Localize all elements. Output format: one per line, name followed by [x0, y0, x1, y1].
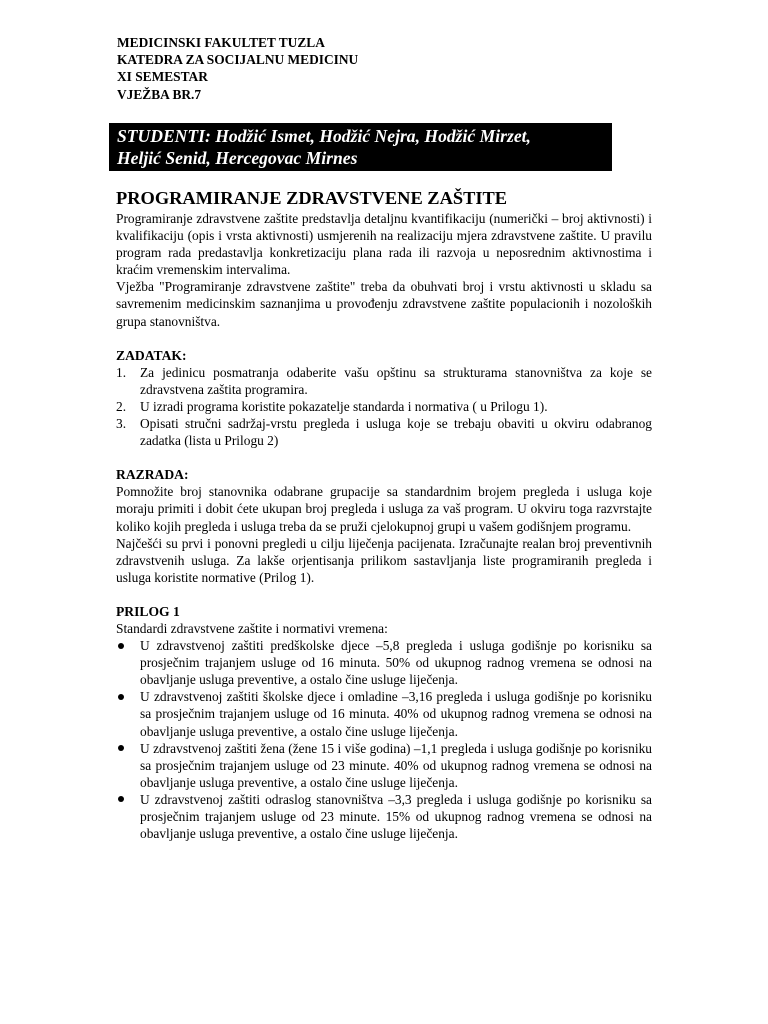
bullet-icon [118, 796, 124, 802]
list-item-text: Opisati stručni sadržaj-vrstu pregleda i usluga koje se trebaju obaviti u okviru odabranog zadatka (lista u Prilogu 2) [140, 416, 652, 449]
prilog1-list [116, 637, 652, 842]
zadatak-list [116, 364, 652, 449]
list-number: 2. [116, 398, 127, 414]
list-item [116, 740, 652, 791]
bullet-icon [118, 694, 124, 700]
bullet-icon [118, 745, 124, 751]
list-item-text: U zdravstvenoj zaštiti predškolske djece –5,8 pregleda i usluga godišnje po korisniku sa prosječnim trajanjem usluge od 16 minuta. 50% od ukupnog radnog vremena se odnosi na obavljanje usluga preventive, a ostalo čine usluge liječenja. [140, 638, 652, 688]
list-number: 3. [116, 416, 127, 432]
list-item [116, 415, 652, 449]
document-header [117, 34, 637, 103]
zadatak-heading: ZADATAK: [116, 347, 187, 363]
exercise-number: VJEŽBA BR.7 [117, 86, 202, 102]
students-line-2: Heljić Senid, Hercegovac Mirnes [117, 148, 358, 168]
students-banner [109, 123, 612, 171]
list-item [116, 364, 652, 398]
faculty-name: MEDICINSKI FAKULTET TUZLA [117, 35, 325, 50]
razrada-heading: RAZRADA: [116, 467, 189, 483]
razrada-paragraph: Najčešći su prvi i ponovni pregledi u cilju liječenja pacijenata. Izračunajte realan broj preventivnih zdravstvenih usluga. Za lakše orjentisanja prilikom sastavljanja liste programiranih pregleda i usluga koristite normative (Prilog 1). [116, 535, 652, 585]
list-item-text: U izradi programa koristite pokazatelje standarda i normativa ( u Prilogu 1). [140, 398, 548, 414]
list-item-text: Za jedinicu posmatranja odaberite vašu opštinu sa strukturama stanovništva za koje se zdravstvena zaštita programira. [140, 364, 652, 397]
list-number: 1. [116, 364, 127, 380]
list-item-text: U zdravstvenoj zaštiti odraslog stanovništva –3,3 pregleda i usluga godišnje po korisniku sa prosječnim trajanjem usluge od 23 minute. 15% od ukupnog radnog vremena se odnosi na obavljanje usluga preventive, a ostalo čine usluge liječenja. [140, 791, 652, 842]
list-item [116, 398, 652, 415]
document-body [116, 187, 652, 842]
bullet-icon [118, 643, 124, 649]
list-item-text: U zdravstvenoj zaštiti školske djece i omladine –3,16 pregleda i usluga godišnje po korisniku sa prosječnim trajanjem usluge od 16 minuta. 40% od ukupnog radnog vremena se odnosi na obavljanje usluga preventive, a ostalo čine usluge liječenja. [140, 689, 652, 739]
students-line-1: STUDENTI: Hodžić Ismet, Hodžić Nejra, Hodžić Mirzet, [117, 126, 531, 146]
intro-paragraph: Vježba "Programiranje zdravstvene zaštite" treba da obuhvati broj i vrstu aktivnosti u skladu sa savremenim medicinskim saznanjima u provođenju zdravstvene zaštite populacionih i nozoloških grupa stanovništva. [116, 279, 652, 329]
razrada-paragraph: Pomnožite broj stanovnika odabrane grupacije sa standardnim brojem pregleda i usluga koje moraju primiti i dobit ćete ukupan broj pregleda i usluga za vaš program. U okviru toga razvrstajte koliko kojih pregleda i usluga treba da se pruži cjelokupnoj grupi u vašem godišnjem programu. [116, 484, 652, 534]
list-item [116, 688, 652, 739]
list-item-text: U zdravstvenoj zaštiti žena (žene 15 i više godina) –1,1 pregleda i usluga godišnje po korisniku sa prosječnim trajanjem usluge od 23 minute. 40% od ukupnog radnog vremena se odnosi na obavljanje usluga preventive, a ostalo čine usluge liječenja. [140, 740, 652, 790]
page-title: PROGRAMIRANJE ZDRAVSTVENE ZAŠTITE [116, 188, 508, 208]
prilog1-subtitle: Standardi zdravstvene zaštite i normativi vremena: [116, 620, 388, 636]
semester: XI SEMESTAR [117, 69, 208, 85]
prilog1-heading: PRILOG 1 [116, 603, 180, 619]
department-name: KATEDRA ZA SOCIJALNU MEDICINU [117, 52, 359, 68]
list-item [116, 791, 652, 842]
intro-paragraph: Programiranje zdravstvene zaštite predstavlja detaljnu kvantifikaciju (numerički – broj aktivnosti) i kvalifikaciju (opis i vrsta aktivnosti) usmjerenih na realizaciju mjera zdravstvene zaštite. U pravilu program rada predastavlja konkretizaciju plana rada ili razvoja u neposrednim aktivnostima i kraćim vremenskim intervalima. [116, 211, 652, 278]
list-item [116, 637, 652, 688]
